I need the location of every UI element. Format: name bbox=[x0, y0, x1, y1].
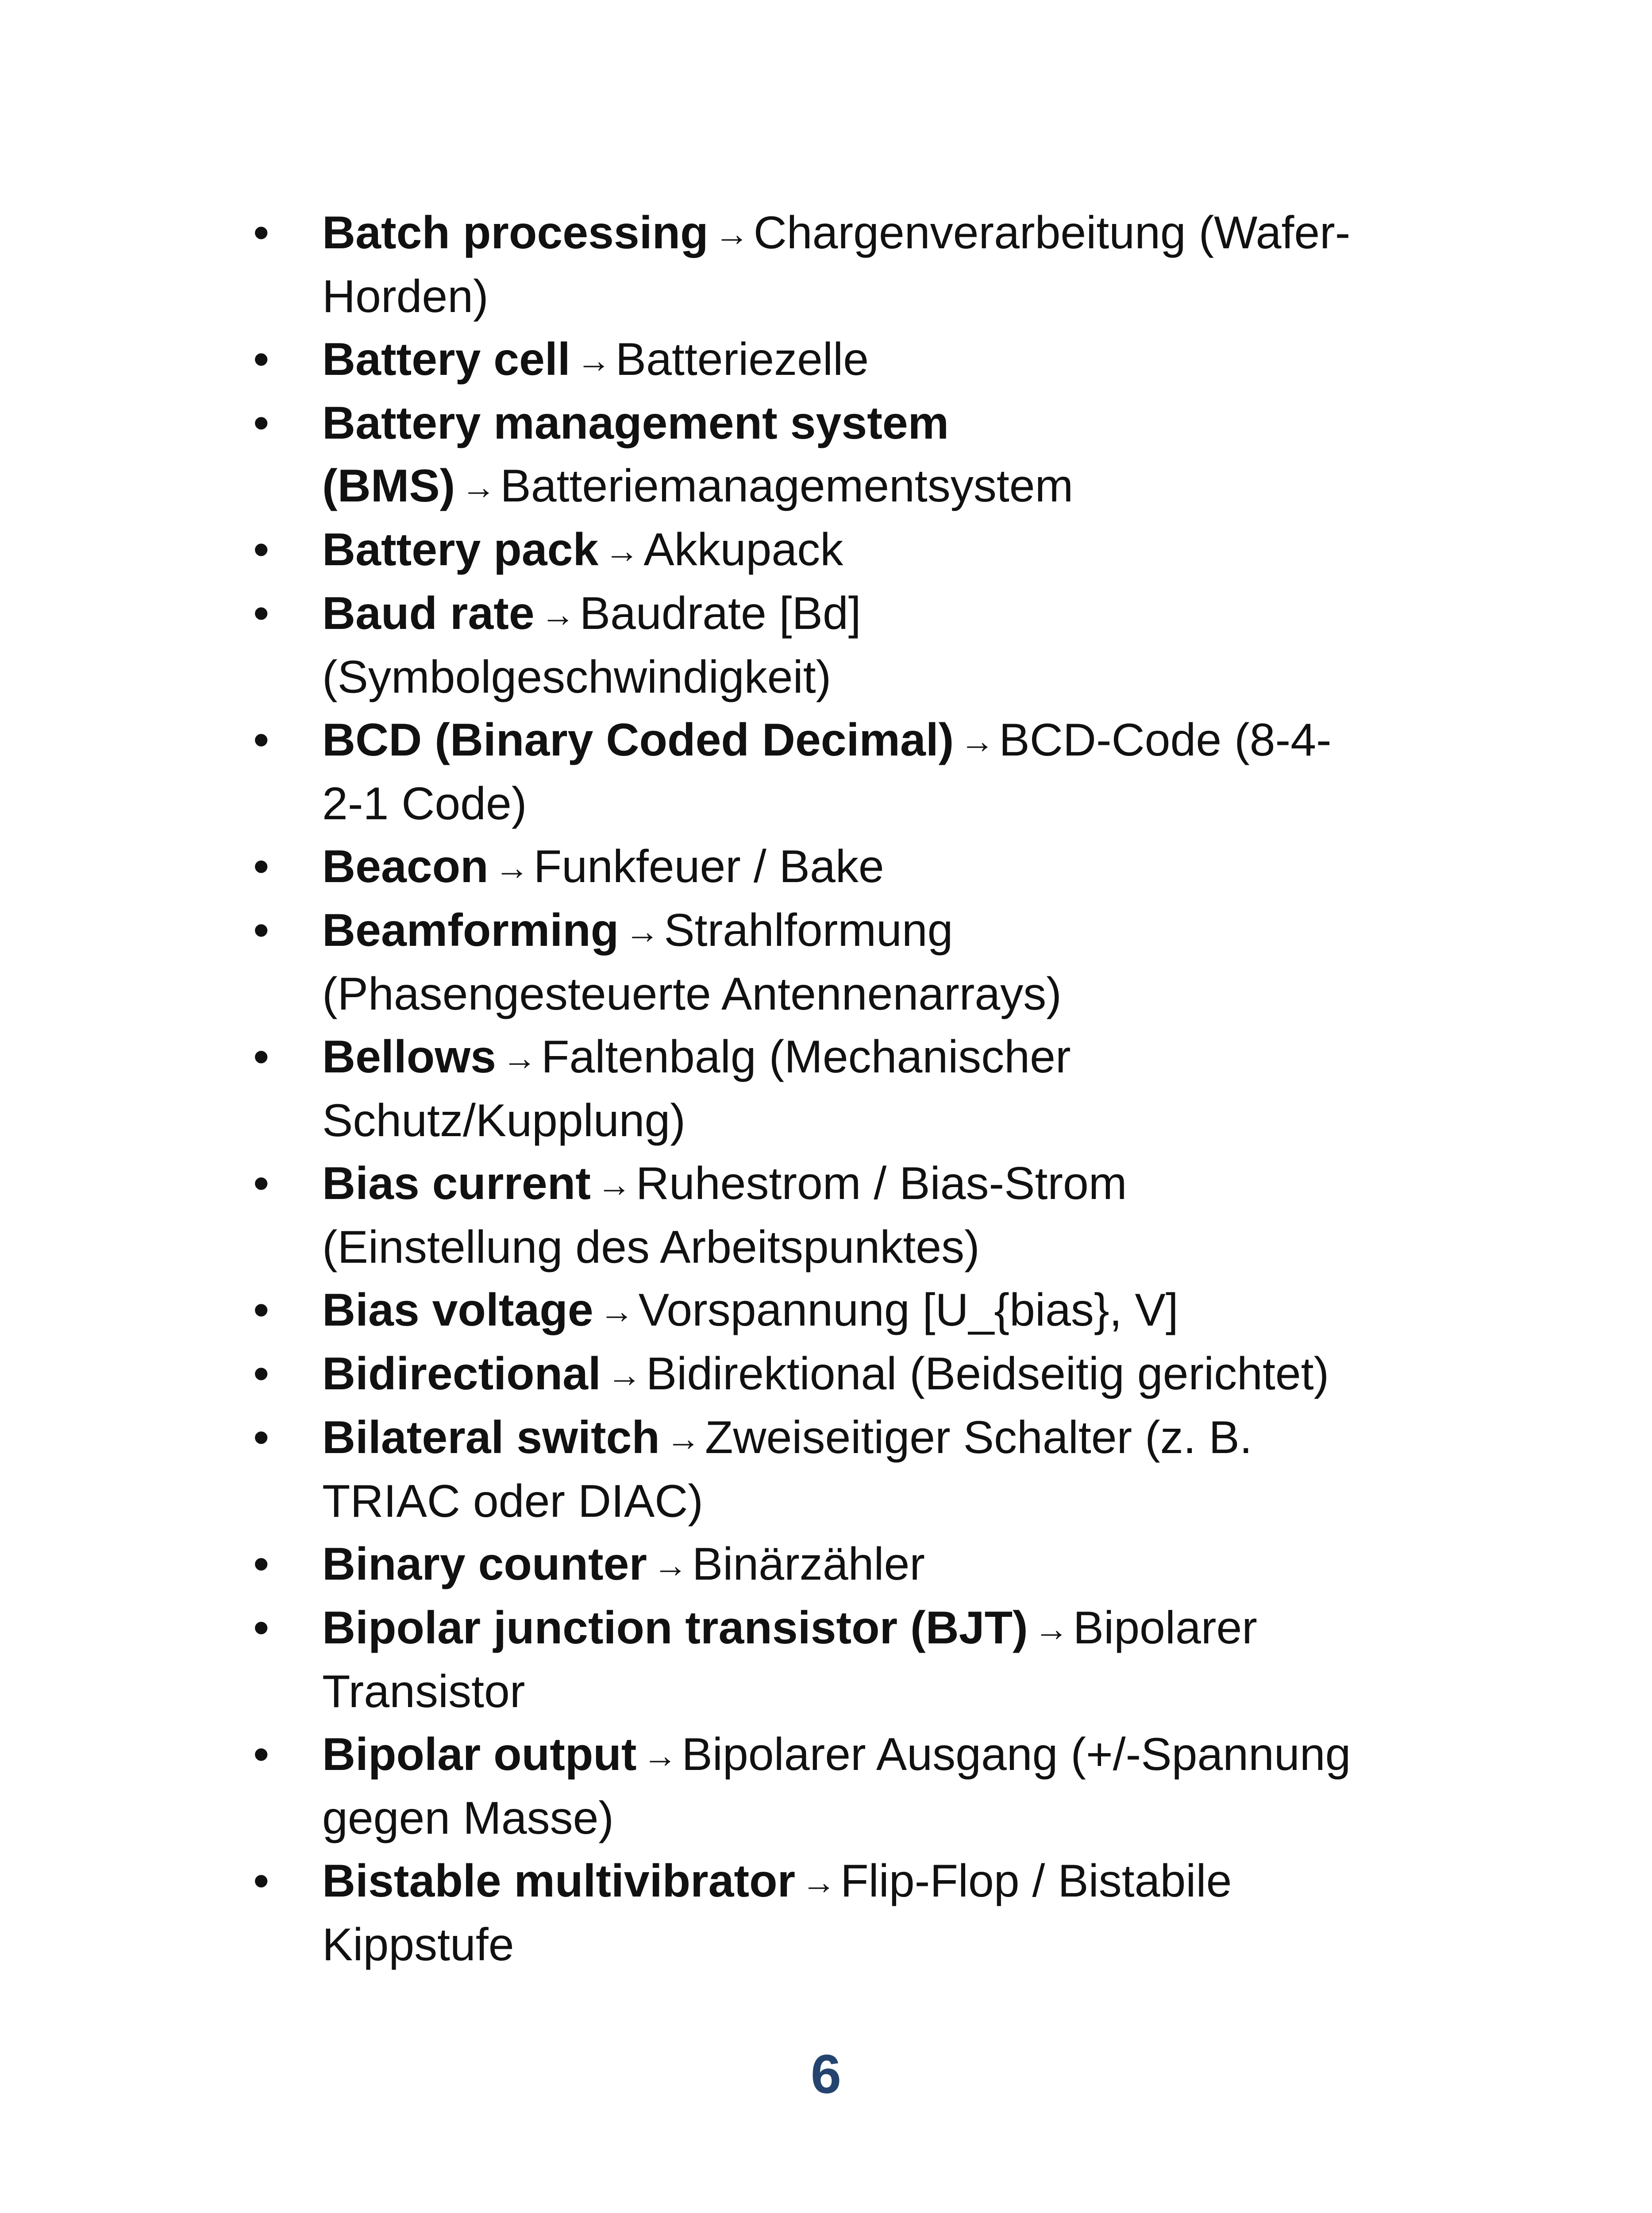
glossary-term: BCD (Binary Coded Decimal) bbox=[322, 714, 954, 766]
bullet-icon: • bbox=[253, 1855, 270, 1907]
glossary-entry bbox=[248, 518, 1354, 582]
arrow-icon: → bbox=[502, 1038, 537, 1077]
glossary-term: Battery cell bbox=[322, 334, 570, 385]
glossary-entry bbox=[248, 1406, 1354, 1533]
bullet-icon: • bbox=[253, 1284, 270, 1336]
glossary-translation: Zweiseitiger Schalter (z. B. TRIAC oder DIAC) bbox=[322, 1412, 1252, 1527]
glossary-translation: Strahlformung (Phasengesteuerte Antennenarrays) bbox=[322, 905, 1062, 1020]
bullet-icon: • bbox=[253, 1348, 270, 1400]
bullet-icon: • bbox=[253, 524, 270, 575]
arrow-icon: → bbox=[714, 214, 749, 253]
glossary-translation: Batteriemanagementsystem bbox=[500, 460, 1074, 512]
bullet-icon: • bbox=[253, 1538, 270, 1590]
arrow-icon: → bbox=[1034, 1609, 1069, 1648]
glossary-term: Bias voltage bbox=[322, 1284, 593, 1336]
glossary-translation: Faltenbalg (Mechanischer Schutz/Kupplung) bbox=[322, 1031, 1071, 1146]
glossary-term: Battery pack bbox=[322, 524, 599, 575]
glossary-translation: Baudrate [Bd] (Symbolgeschwindigkeit) bbox=[322, 588, 861, 703]
glossary-term: Bistable multivibrator bbox=[322, 1855, 796, 1907]
bullet-icon: • bbox=[253, 1412, 270, 1463]
bullet-icon: • bbox=[253, 1031, 270, 1083]
glossary-translation: Akkupack bbox=[643, 524, 843, 575]
arrow-icon: → bbox=[461, 467, 496, 506]
glossary-entry bbox=[248, 582, 1354, 709]
glossary-entry bbox=[248, 328, 1354, 392]
bullet-icon: • bbox=[253, 588, 270, 639]
glossary-translation: Chargenverarbeitung (Wafer-Horden) bbox=[322, 207, 1351, 322]
glossary-translation: BCD-Code (8-4-2-1 Code) bbox=[322, 714, 1332, 829]
arrow-icon: → bbox=[960, 721, 995, 760]
glossary-translation: Flip-Flop / Bistabile Kippstufe bbox=[322, 1855, 1232, 1970]
glossary-term: Battery management system (BMS) bbox=[322, 397, 949, 512]
glossary-entry bbox=[248, 1152, 1354, 1279]
glossary-translation: Bipolarer Transistor bbox=[322, 1602, 1257, 1717]
glossary-entry bbox=[248, 1342, 1354, 1406]
arrow-icon: → bbox=[597, 1165, 632, 1204]
glossary-entry bbox=[248, 709, 1354, 835]
glossary-term: Binary counter bbox=[322, 1538, 647, 1590]
glossary-translation: Funkfeuer / Bake bbox=[533, 841, 884, 892]
glossary-entry bbox=[248, 1850, 1354, 1976]
bullet-icon: • bbox=[253, 207, 270, 258]
bullet-icon: • bbox=[253, 905, 270, 956]
glossary-term: Bellows bbox=[322, 1031, 496, 1083]
glossary-translation: Ruhestrom / Bias-Strom (Einstellung des Arbeitspunktes) bbox=[322, 1158, 1127, 1273]
glossary-term: Bidirectional bbox=[322, 1348, 601, 1400]
arrow-icon: → bbox=[494, 848, 529, 887]
glossary-term: Batch processing bbox=[322, 207, 709, 258]
arrow-icon: → bbox=[599, 1292, 634, 1330]
glossary-term: Beacon bbox=[322, 841, 489, 892]
bullet-icon: • bbox=[253, 714, 270, 766]
glossary-translation: Bipolarer Ausgang (+/-Spannung gegen Masse) bbox=[322, 1729, 1351, 1844]
arrow-icon: → bbox=[540, 595, 575, 634]
arrow-icon: → bbox=[666, 1419, 701, 1458]
glossary-entry bbox=[248, 899, 1354, 1026]
arrow-icon: → bbox=[607, 1355, 642, 1394]
glossary-entry bbox=[248, 1279, 1354, 1342]
glossary-term: Bipolar output bbox=[322, 1729, 637, 1780]
arrow-icon: → bbox=[643, 1736, 678, 1775]
arrow-icon: → bbox=[801, 1862, 836, 1901]
glossary-entry bbox=[248, 1723, 1354, 1850]
arrow-icon: → bbox=[625, 912, 660, 951]
bullet-icon: • bbox=[253, 334, 270, 385]
glossary-list bbox=[248, 201, 1354, 1976]
bullet-icon: • bbox=[253, 1158, 270, 1209]
bullet-icon: • bbox=[253, 1602, 270, 1654]
arrow-icon: → bbox=[576, 341, 611, 380]
arrow-icon: → bbox=[653, 1546, 688, 1585]
glossary-entry bbox=[248, 392, 1354, 518]
glossary-term: Bilateral switch bbox=[322, 1412, 660, 1463]
bullet-icon: • bbox=[253, 397, 270, 449]
glossary-translation: Batteriezelle bbox=[615, 334, 869, 385]
page-number: 6 bbox=[811, 2044, 841, 2105]
glossary-term: Beamforming bbox=[322, 905, 619, 956]
glossary-entry bbox=[248, 1533, 1354, 1596]
bullet-icon: • bbox=[253, 841, 270, 892]
bullet-icon: • bbox=[253, 1729, 270, 1780]
glossary-entry bbox=[248, 1026, 1354, 1152]
glossary-term: Bias current bbox=[322, 1158, 591, 1209]
glossary-entry bbox=[248, 1596, 1354, 1723]
glossary-translation: Binärzähler bbox=[692, 1538, 925, 1590]
glossary-entry bbox=[248, 835, 1354, 899]
glossary-term: Baud rate bbox=[322, 588, 535, 639]
glossary-translation: Bidirektional (Beidseitig gerichtet) bbox=[646, 1348, 1329, 1400]
glossary-translation: Vorspannung [U_{bias}, V] bbox=[638, 1284, 1178, 1336]
glossary-entry bbox=[248, 201, 1354, 328]
glossary-term: Bipolar junction transistor (BJT) bbox=[322, 1602, 1028, 1654]
arrow-icon: → bbox=[605, 531, 639, 570]
